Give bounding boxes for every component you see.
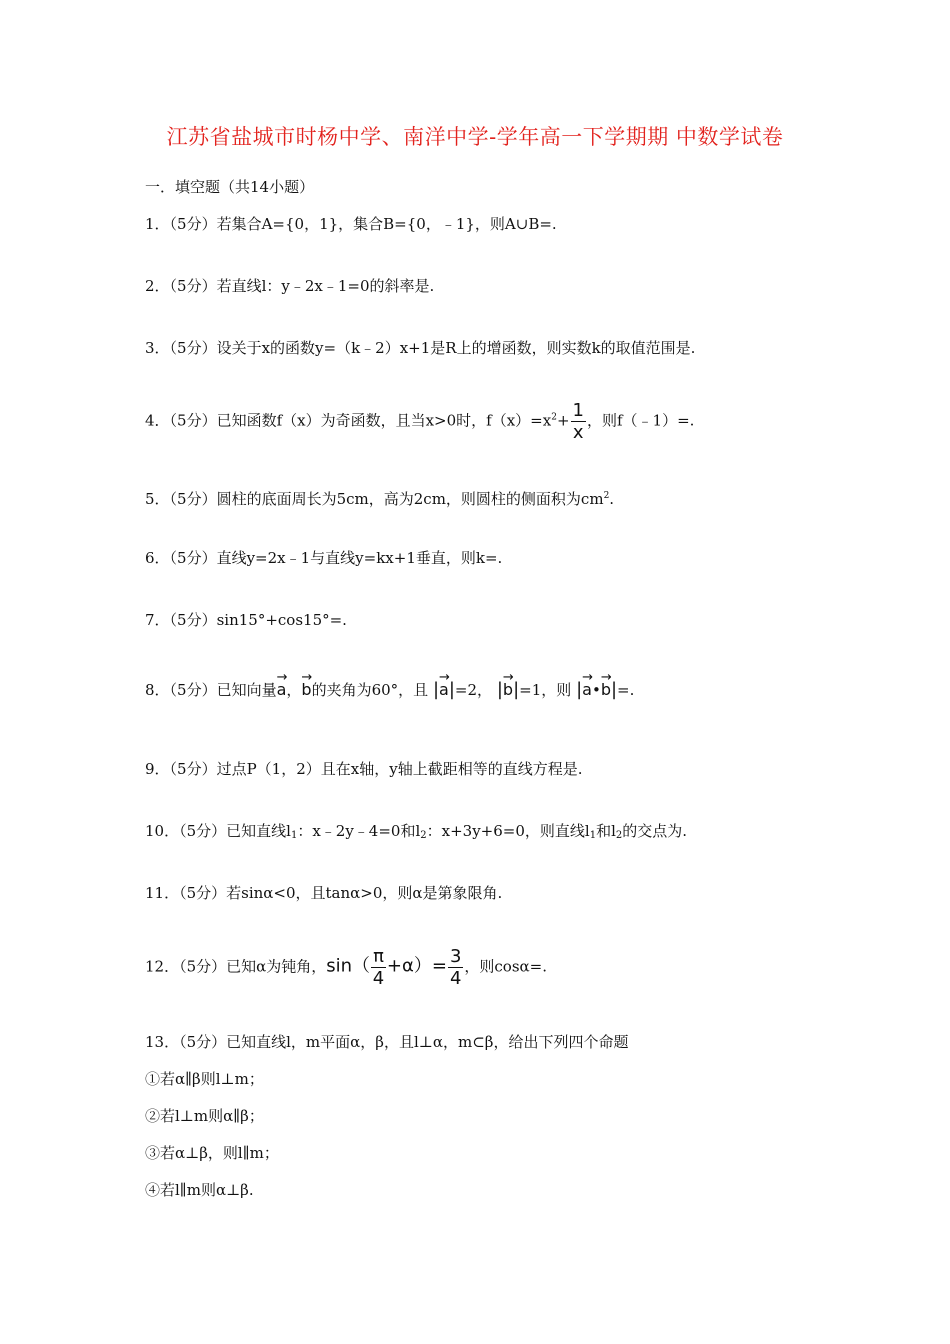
q12-fraction-value bbox=[448, 946, 463, 989]
abs-bar-right-a: | bbox=[448, 679, 455, 700]
q5-text-end: . bbox=[609, 490, 615, 508]
q4-exponent: 2 bbox=[551, 412, 557, 423]
q4-text-start: 4．（5分）已知函数f（x）为奇函数，且当x>0时，f（x）=x bbox=[145, 411, 552, 430]
q12-four: 4 bbox=[372, 968, 385, 989]
q12-four-2: 4 bbox=[449, 968, 462, 989]
q5-text-start: 5．（5分）圆柱的底面周长为5cm，高为2cm，则圆柱的侧面积为cm bbox=[145, 490, 604, 508]
q8-comma: ， bbox=[286, 681, 302, 699]
q12-sin: sin（ bbox=[326, 955, 371, 977]
section-heading: 一．填空题（共14小题） bbox=[145, 178, 315, 196]
question-4 bbox=[145, 400, 694, 443]
q4-denominator: x bbox=[572, 422, 584, 443]
q8-abs-a-value: =2， bbox=[454, 681, 493, 699]
q10-part-c: ：x+3y+6=0，则直线l bbox=[426, 822, 590, 840]
q10-part-b: ：x﹣2y﹣4=0和l bbox=[297, 822, 421, 840]
dot-vector-a: → a bbox=[582, 674, 592, 700]
abs-bar-left-a: | bbox=[432, 679, 440, 700]
vector-a: → a bbox=[277, 674, 287, 700]
vector-b: → b bbox=[301, 674, 311, 700]
q5-exponent: 2 bbox=[603, 491, 610, 501]
q12-pi: π bbox=[373, 946, 384, 967]
q10-sub-1: 1 bbox=[290, 830, 298, 841]
q10-part-e: 的交点为. bbox=[622, 822, 688, 840]
question-12 bbox=[145, 946, 547, 989]
question-6: 6．（5分）直线y=2x﹣1与直线y=kx+1垂直，则k=. bbox=[145, 549, 503, 567]
q4-fraction bbox=[571, 400, 586, 443]
abs-vector-b: → b bbox=[503, 674, 513, 700]
question-1: 1．（5分）若集合A={0，1}，集合B={0，﹣1}，则A∪B=. bbox=[145, 215, 557, 233]
q12-alpha: +α）= bbox=[386, 955, 447, 977]
abs-vector-a: → a bbox=[439, 674, 449, 700]
abs-bar-right-ab: | bbox=[610, 679, 618, 700]
question-10 bbox=[145, 821, 687, 846]
proposition-2: ②若l⊥m则α∥β； bbox=[145, 1107, 264, 1125]
q8-text-start: 8．（5分）已知向量 bbox=[145, 681, 277, 699]
q12-text-start: 12．（5分）已知α为钝角， bbox=[145, 957, 327, 976]
q10-sub-2: 2 bbox=[420, 830, 427, 841]
q10-sub-3: 1 bbox=[589, 830, 597, 841]
dot-vector-b: → b bbox=[601, 674, 611, 700]
proposition-1: ①若α∥β则l⊥m； bbox=[145, 1070, 264, 1088]
q8-then: ，则 bbox=[541, 681, 572, 699]
document-title: 江苏省盐城市时杨中学、南洋中学-学年高一下学期期 中数学试卷 bbox=[166, 125, 784, 149]
question-9: 9．（5分）过点P（1，2）且在x轴，y轴上截距相等的直线方程是. bbox=[145, 760, 583, 778]
q12-text-end: ，则cosα=. bbox=[464, 957, 547, 976]
dot-operator: • bbox=[591, 681, 601, 699]
q4-text-end: ，则f（﹣1）=. bbox=[586, 411, 695, 430]
q8-text-end: =. bbox=[617, 681, 635, 699]
proposition-3: ③若α⊥β，则l∥m； bbox=[145, 1144, 279, 1162]
abs-bar-right-b: | bbox=[513, 679, 520, 700]
question-3: 3．（5分）设关于x的函数y=（k﹣2）x+1是R上的增函数，则实数k的取值范围是. bbox=[145, 339, 696, 357]
q12-three: 3 bbox=[449, 946, 462, 967]
question-5 bbox=[145, 486, 614, 509]
q12-fraction-pi bbox=[371, 946, 386, 989]
q10-part-a: 10．（5分）已知直线l bbox=[145, 822, 291, 840]
abs-bar-left-b: | bbox=[496, 679, 503, 700]
question-7: 7．（5分）sin15°+cos15°=. bbox=[145, 611, 347, 629]
q8-text-mid: 的夹角为60°，且 bbox=[311, 681, 429, 699]
question-8 bbox=[145, 674, 634, 700]
q8-abs-b-value: =1 bbox=[519, 681, 542, 699]
question-13: 13．（5分）已知直线l，m平面α，β，且l⊥α，m⊂β，给出下列四个命题 bbox=[145, 1033, 629, 1051]
q4-numerator: 1 bbox=[572, 400, 584, 421]
question-2: 2．（5分）若直线l：y﹣2x﹣1=0的斜率是. bbox=[145, 277, 435, 295]
abs-bar-left-ab: | bbox=[576, 679, 583, 700]
q10-part-d: 和l bbox=[596, 822, 616, 840]
q4-plus: + bbox=[556, 411, 570, 430]
question-11: 11．（5分）若sinα<0，且tanα>0，则α是第象限角. bbox=[145, 884, 503, 902]
proposition-4: ④若l∥m则α⊥β. bbox=[145, 1181, 254, 1199]
q10-sub-4: 2 bbox=[615, 830, 623, 841]
